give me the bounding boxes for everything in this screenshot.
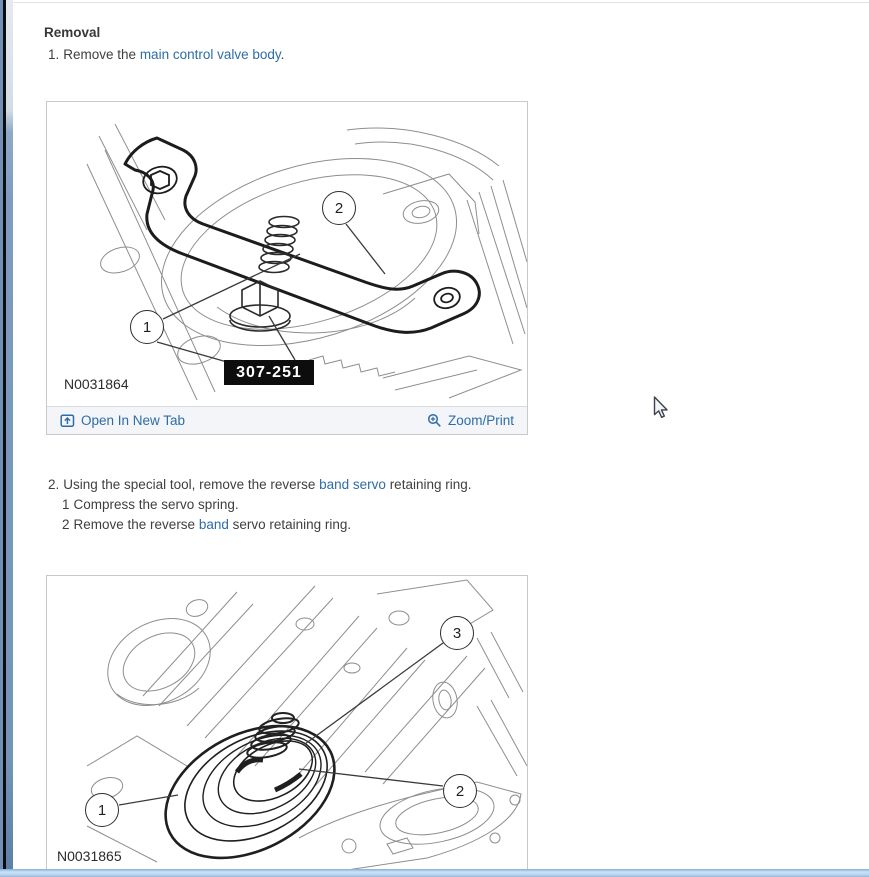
open-in-new-tab-icon [60, 413, 75, 428]
step-2 [48, 475, 472, 495]
window-bottom-edge [0, 869, 869, 877]
figure-1-toolbar [47, 406, 527, 434]
section-heading: Removal [44, 25, 101, 40]
substep-1-text: Compress the servo spring. [73, 497, 239, 512]
window-top-edge [13, 2, 869, 3]
step-2-text: Using the special tool, remove the reverse [63, 477, 320, 492]
open-in-new-tab-link[interactable] [60, 413, 185, 428]
substep-2-link-band[interactable]: band [198, 517, 229, 532]
substep-1-number: 1 [62, 497, 70, 512]
window-left-scroll-strip [6, 0, 13, 877]
figure-2-image-id: N0031865 [57, 848, 122, 864]
figure-1-n0031864 [46, 101, 528, 435]
figure-2-callout-2 [443, 774, 477, 808]
step-1-link-main-control-valve-body[interactable]: main control valve body [139, 47, 281, 62]
substep-2-text-after: servo retaining ring. [228, 517, 352, 532]
step-1 [48, 45, 284, 65]
step-2-number: 2. [48, 477, 60, 492]
mouse-cursor [653, 396, 669, 424]
step-1-text: Remove the [63, 47, 140, 62]
open-in-new-tab-label: Open In New Tab [81, 413, 186, 428]
figure-2-callout-3 [440, 616, 474, 650]
figure-1-callout-2 [322, 191, 356, 225]
substep-2-number: 2 [62, 517, 70, 532]
step-2-link-band-servo[interactable]: band servo [319, 477, 386, 492]
substep-2-text: Remove the reverse [73, 517, 199, 532]
figure-2-callout-3-number: 3 [452, 624, 462, 642]
figure-2-callout-1-number: 1 [97, 801, 107, 819]
step-2-substep-1 [62, 495, 239, 515]
zoom-print-link[interactable] [427, 413, 514, 428]
figure-1-callout-1 [130, 310, 164, 344]
special-tool-label: 307-251 [224, 360, 314, 385]
step-2-substep-2 [62, 515, 351, 535]
step-2-text-after: retaining ring. [385, 477, 472, 492]
zoom-magnifier-icon [427, 413, 442, 428]
step-1-number: 1. [48, 47, 60, 62]
zoom-print-label: Zoom/Print [447, 413, 514, 428]
figure-2-callout-1 [85, 793, 119, 827]
figure-2-callout-2-number: 2 [455, 782, 465, 800]
figure-1-callout-2-number: 2 [334, 199, 344, 217]
figure-2-n0031865 [46, 575, 528, 871]
step-1-text-after: . [280, 47, 285, 62]
figure-1-image-id: N0031864 [64, 376, 129, 392]
figure-1-callout-1-number: 1 [142, 318, 152, 336]
